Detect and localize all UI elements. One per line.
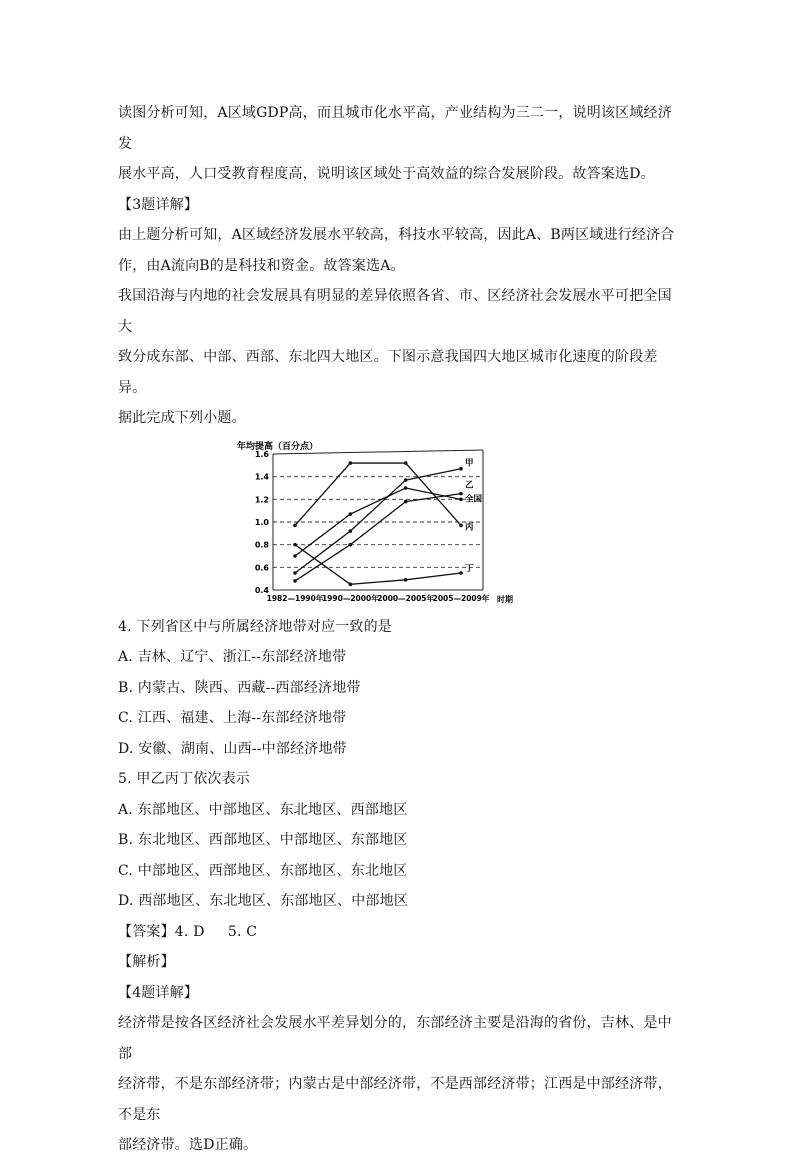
data-point <box>404 578 408 582</box>
option-b: B. 东北地区、西部地区、中部地区、东部地区 <box>118 832 408 848</box>
series-line-甲 <box>295 468 461 572</box>
x-tick-label: 1990—2000年 <box>321 593 379 603</box>
data-point <box>293 579 297 583</box>
data-point <box>349 582 353 586</box>
y-tick-label: 1.6 <box>254 449 269 459</box>
option-a: A. 东部地区、中部地区、东北地区、西部地区 <box>118 801 408 818</box>
data-point <box>349 512 353 516</box>
paragraph-line: 读图分析可知，A区域GDP高，而且城市化水平高，产业结构为三二一，说明该区域经济发 <box>118 105 672 152</box>
paragraph-line: 作，由A流向B的是科技和资金。故答案选A。 <box>118 257 405 274</box>
data-point <box>293 554 297 558</box>
paragraph-line: 我国沿海与内地的社会发展具有明显的差异依照各省、市、区经济社会发展水平可把全国大 <box>118 288 672 335</box>
y-tick-label: 1.2 <box>254 494 269 504</box>
series-label: 丁 <box>465 563 474 574</box>
series-label: 丙 <box>465 521 474 532</box>
chart-xlabel: 时期 <box>497 594 513 604</box>
y-tick-label: 0.6 <box>254 562 269 572</box>
document-page <box>118 98 683 1161</box>
data-point <box>404 499 408 503</box>
data-point <box>459 497 463 501</box>
option-c: C. 中部地区、西部地区、东部地区、东北地区 <box>118 862 408 879</box>
question-5 <box>118 764 683 917</box>
x-tick-label: 1982—1990年 <box>266 593 324 603</box>
data-point <box>459 491 463 495</box>
paragraph-line: 经济带，不是东部经济带；内蒙古是中部经济带，不是西部经济带；江西是中部经济带，不是东 <box>118 1076 672 1123</box>
data-point <box>349 529 353 533</box>
section-heading: 【3题详解】 <box>118 196 199 213</box>
urbanization-chart <box>235 438 525 608</box>
paragraph-line: 部经济带。选D正确。 <box>118 1137 258 1153</box>
question-stem: 4. 下列省区中与所属经济地带对应一致的是 <box>118 618 393 635</box>
data-point <box>404 478 408 482</box>
top-text <box>118 98 683 434</box>
x-tick-label: 2000—2005年 <box>377 593 435 603</box>
series-label: 乙 <box>465 480 474 491</box>
chart-title: 年均提高（百分点） <box>237 441 319 452</box>
series-label: 甲 <box>465 458 474 469</box>
option-b: B. 内蒙古、陕西、西藏--西部经济地带 <box>118 679 361 696</box>
data-point <box>293 542 297 546</box>
data-point <box>349 542 353 546</box>
answer-line: 【答案】4. D 5. C <box>118 923 258 940</box>
paragraph-line: 经济带是按各区经济社会发展水平差异划分的，东部经济主要是沿海的省份，吉林、是中部 <box>118 1015 672 1062</box>
option-d: D. 安徽、湖南、山西--中部经济地带 <box>118 740 347 757</box>
option-c: C. 江西、福建、上海--东部经济地带 <box>118 710 347 726</box>
data-point <box>459 523 463 527</box>
question-stem: 5. 甲乙丙丁依次表示 <box>118 771 251 787</box>
data-point <box>293 523 297 527</box>
data-point <box>404 486 408 490</box>
paragraph-line: 展水平高，人口受教育程度高，说明该区域处于高效益的综合发展阶段。故答案选D。 <box>118 166 655 182</box>
paragraph-line: 据此完成下列小题。 <box>118 410 246 426</box>
data-point <box>293 571 297 575</box>
y-tick-label: 0.4 <box>254 585 269 595</box>
series-label: 全国 <box>465 493 483 504</box>
chart-svg <box>235 438 525 608</box>
option-d: D. 西部地区、东北地区、东部地区、中部地区 <box>118 893 409 909</box>
y-tick-label: 0.8 <box>254 540 269 550</box>
question-4 <box>118 612 683 765</box>
paragraph-line: 由上题分析可知，A区域经济发展水平较高，科技水平较高，因此A、B两区域进行经济合 <box>118 227 675 243</box>
y-tick-label: 1.4 <box>254 472 269 482</box>
chart-yticks <box>255 450 270 595</box>
option-a: A. 吉林、辽宁、浙江--东部经济地带 <box>118 649 347 665</box>
data-point <box>349 461 353 465</box>
x-tick-label: 2005—2009年 <box>432 593 490 603</box>
chart-xticks <box>267 593 490 603</box>
analysis-heading: 【解析】 <box>118 954 175 970</box>
paragraph-line: 致分成东部、中部、西部、东北四大地区。下图示意我国四大地区城市化速度的阶段差异。 <box>118 349 658 396</box>
data-point <box>459 571 463 575</box>
y-tick-label: 1.0 <box>254 517 269 527</box>
data-point <box>459 466 463 470</box>
data-point <box>404 461 408 465</box>
detail-heading: 【4题详解】 <box>118 984 199 1001</box>
